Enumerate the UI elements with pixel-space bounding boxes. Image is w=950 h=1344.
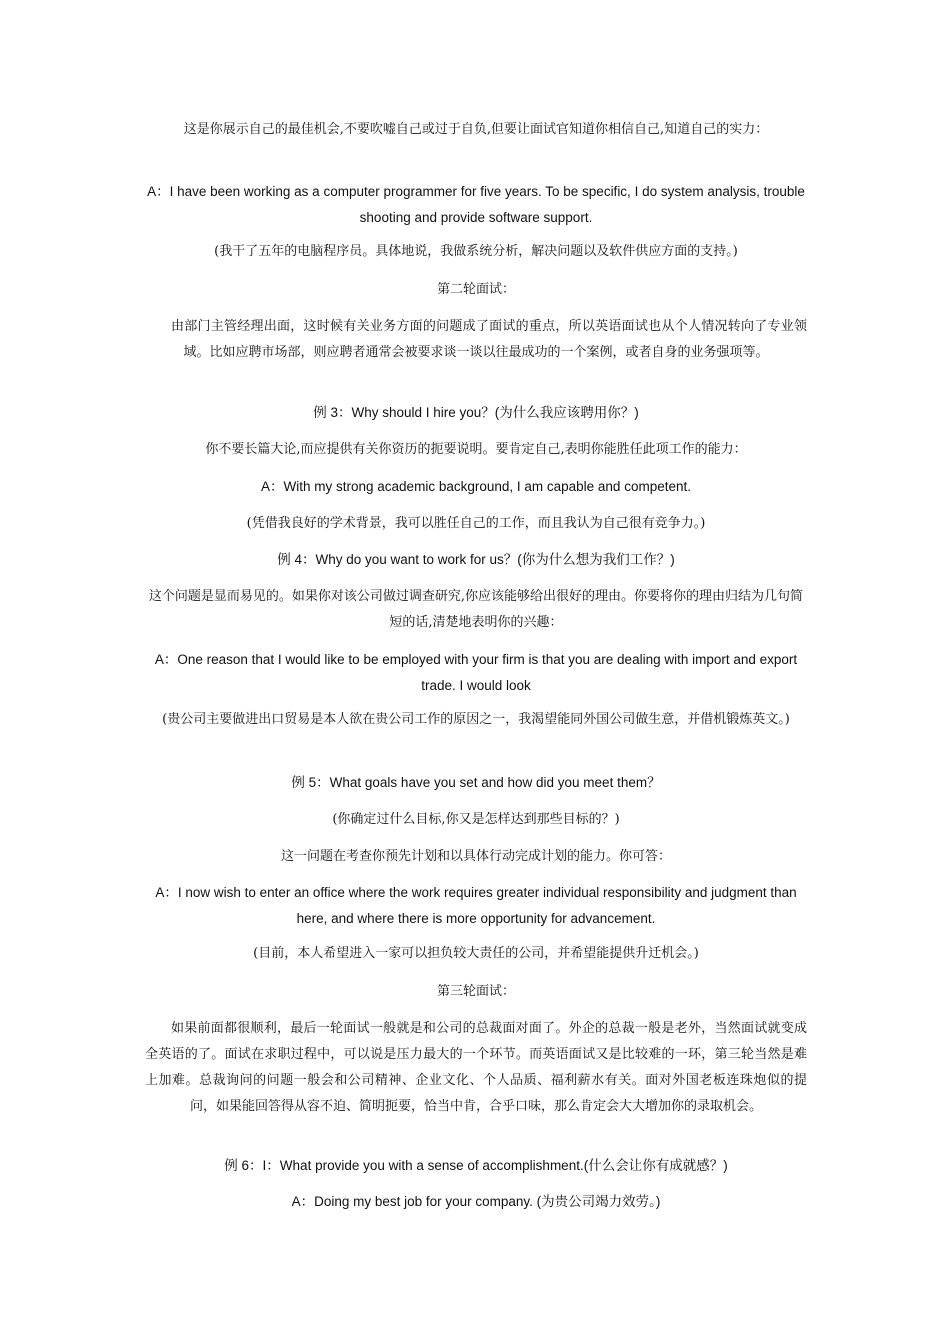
answer-a1: A：I have been working as a computer programmer for five years. To be specific, I do system analysis, trouble shooting and provide software support. [147, 184, 805, 225]
intro-advice: 这是你展示自己的最佳机会,不要吹嘘自己或过于自负,但要让面试官知道你相信自己,知道自己的实力： [183, 122, 769, 137]
example-6: 例 6：I：What provide you with a sense of accomplishment.(什么会让你有成就感？) [224, 1158, 728, 1173]
advice-5: 这一问题在考查你预先计划和以具体行动完成计划的能力。你可答： [280, 849, 671, 864]
answer-5: A：I now wish to enter an office where the work requires greater individual responsibility and judgment than here, and where there is more opportunity for advancement. [155, 885, 797, 926]
translation-5: (目前，本人希望进入一家可以担负较大责任的公司，并希望能提供升迁机会。) [253, 946, 699, 961]
advice-4: 这个问题是显而易见的。如果你对该公司做过调查研究,你应该能够给出很好的理由。你要将你的理由归结为几句简短的话,清楚地表明你的兴趣： [148, 589, 804, 630]
heading-round-2: 第二轮面试： [436, 282, 515, 297]
example-5-translation: (你确定过什么目标,你又是怎样达到那些目标的？) [332, 812, 620, 827]
answer-3: A：With my strong academic background, I am capable and competent. [261, 479, 691, 494]
advice-3: 你不要长篇大论,而应提供有关你资历的扼要说明。要肯定自己,表明你能胜任此项工作的能力： [205, 442, 747, 457]
round-2-description: 由部门主管经理出面，这时候有关业务方面的问题成了面试的重点，所以英语面试也从个人情况转向了专业领域。比如应聘市场部，则应聘者通常会被要求谈一谈以往最成功的一个案例，或者自身的业务强项等。 [171, 319, 807, 360]
heading-round-3: 第三轮面试： [436, 984, 515, 999]
example-3: 例 3：Why should I hire you？(为什么我应该聘用你？) [313, 405, 639, 420]
translation-3: (凭借我良好的学术背景，我可以胜任自己的工作，而且我认为自己很有竞争力。) [246, 516, 706, 531]
example-4: 例 4：Why do you want to work for us？(你为什么想为我们工作？) [277, 552, 675, 567]
translation-4: (贵公司主要做进出口贸易是本人欲在贵公司工作的原因之一，我渴望能同外国公司做生意，并借机锻炼英文。) [162, 712, 790, 727]
answer-6: A：Doing my best job for your company. (为贵公司竭力效劳。) [291, 1194, 661, 1209]
round-3-description: 如果前面都很顺利，最后一轮面试一般就是和公司的总裁面对面了。外企的总裁一般是老外，当然面试就变成全英语的了。面试在求职过程中，可以说是压力最大的一个环节。而英语面试又是比较难的一环，第三轮当然是难上加难。总裁询问的问题一般会和公司精神、企业文化、个人品质、福利薪水有关。面对外国老板连珠炮似的提问，如果能回答得从容不迫、简明扼要，恰当中肯，合乎口味，那么肯定会大大增加你的录取机会。 [145, 1021, 807, 1114]
answer-4: A：One reason that I would like to be employed with your firm is that you are dealing with import and export trade. I would look [154, 652, 798, 693]
translation-a1: (我干了五年的电脑程序员。具体地说，我做系统分析，解决问题以及软件供应方面的支持。) [214, 244, 738, 259]
example-5: 例 5：What goals have you set and how did you meet them？ [291, 775, 661, 790]
